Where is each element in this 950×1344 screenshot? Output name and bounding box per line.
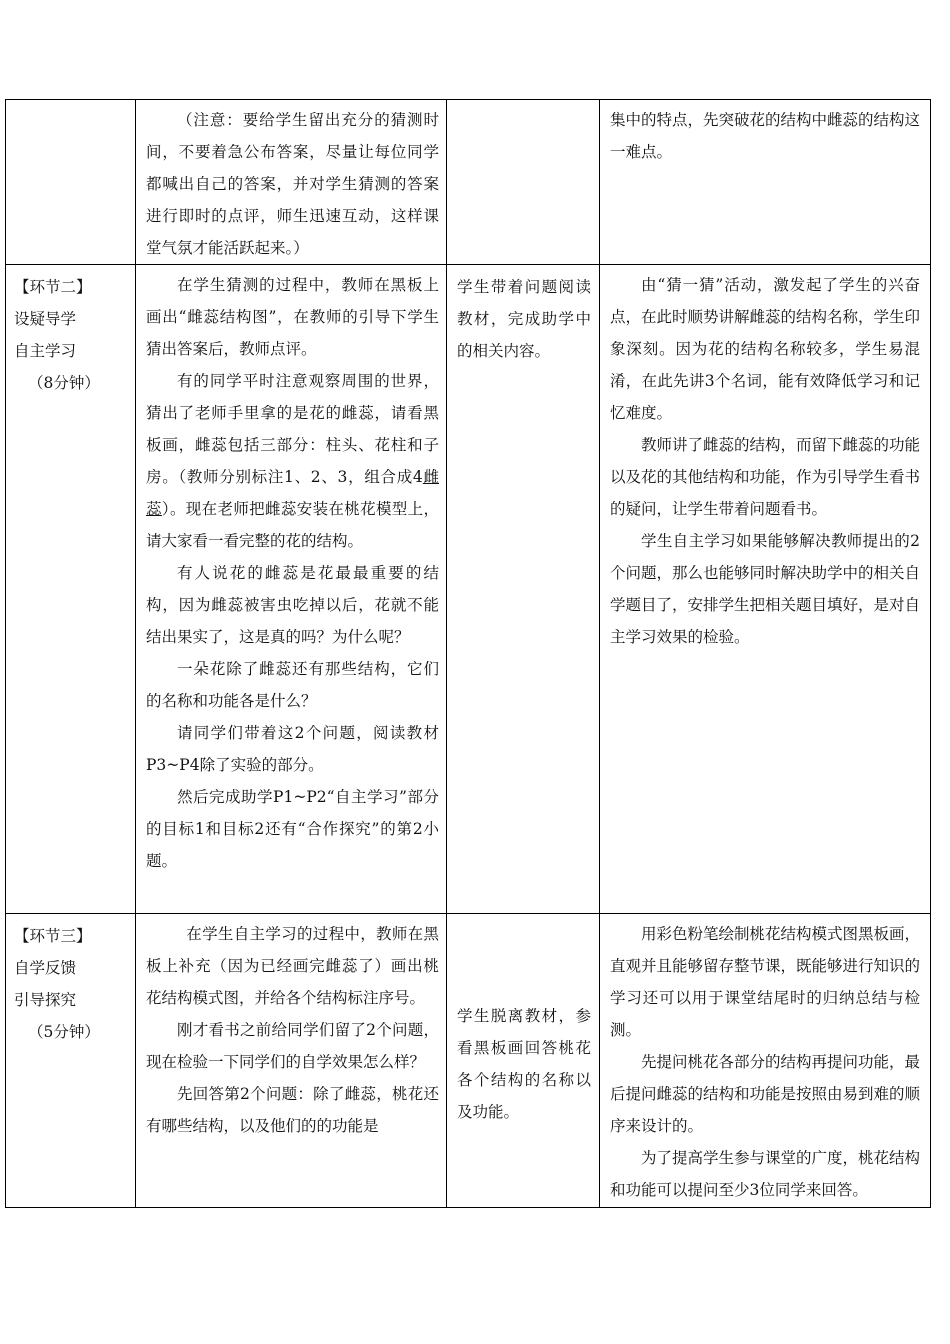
table-row <box>6 265 931 914</box>
intent-paragraph: 集中的特点，先突破花的结构中雌蕊的结构这一难点。 <box>610 111 921 161</box>
teacher-activity-cell <box>136 100 447 265</box>
student-activity-text: 学生带着问题阅读教材，完成助学中的相关内容。 <box>457 278 591 360</box>
intent-paragraph: 由“猜一猜”活动，激发起了学生的兴奋点，在此时顺势讲解雌蕊的结构名称，学生印象深刻。因为花的结构名称较多，学生易混淆，在此先讲3个名词，能有效降低学习和记忆难度。 <box>610 276 921 422</box>
table-row <box>6 100 931 265</box>
teacher-activity-cell <box>136 265 447 914</box>
table-row <box>6 914 931 1208</box>
stage-subtitle: 引导探究 <box>14 991 77 1009</box>
teacher-paragraph: 先回答第2个问题：除了雌蕊，桃花还有哪些结构，以及他们的的功能是 <box>146 1085 439 1135</box>
teacher-paragraph: 然后完成助学P1~P2“自主学习”部分的目标1和目标2还有“合作探究”的第2小题。 <box>146 788 439 870</box>
student-activity-cell <box>447 265 600 914</box>
underlined-term: 雌蕊 <box>146 468 439 518</box>
intent-paragraph: 用彩色粉笔绘制桃花结构模式图黑板画，直观并且能够留存整节课，既能够进行知识的学习还可以用于课堂结尾时的归纳总结与检测。 <box>610 925 921 1039</box>
student-activity-cell <box>447 100 600 265</box>
stage-duration: （5分钟） <box>28 1023 100 1041</box>
teacher-activity-cell <box>136 914 447 1208</box>
teacher-paragraph: 请同学们带着这2个问题，阅读教材P3~P4除了实验的部分。 <box>146 724 439 774</box>
stage-subtitle: 自主学习 <box>14 342 77 360</box>
teacher-paragraph: 刚才看书之前给同学们留了2个问题，现在检验一下同学们的自学效果怎么样？ <box>146 1021 439 1071</box>
cell-spacer <box>457 920 591 1000</box>
design-intent-cell <box>600 914 931 1208</box>
stage-duration: （8分钟） <box>28 374 100 392</box>
stage-subtitle: 设疑导学 <box>14 310 77 328</box>
student-activity-text: 学生脱离教材，参看黑板画回答桃花各个结构的名称以及功能。 <box>457 1007 591 1121</box>
teacher-paragraph: 在学生猜测的过程中，教师在黑板上画出“雌蕊结构图”，在教师的引导下学生猜出答案后，教师点评。 <box>146 276 439 358</box>
teacher-text: 有的同学平时注意观察周围的世界，猜出了老师手里拿的是花的雌蕊，请看黑板画，雌蕊包括三部分：柱头、花柱和子房。（教师分别标注1、2、3，组合成4 <box>146 372 439 486</box>
stage-cell <box>6 100 136 265</box>
intent-paragraph: 先提问桃花各部分的结构再提问功能，最后提问雌蕊的结构和功能是按照由易到难的顺序来设计的。 <box>610 1053 921 1135</box>
design-intent-cell <box>600 100 931 265</box>
stage-subtitle: 自学反馈 <box>14 959 77 977</box>
design-intent-cell <box>600 265 931 914</box>
stage-cell <box>6 265 136 914</box>
teacher-paragraph: （注意：要给学生留出充分的猜测时间，不要着急公布答案，尽量让每位同学都喊出自己的答案，并对学生猜测的答案进行即时的点评，师生迅速互动，这样课堂气氛才能活跃起来。） <box>146 111 439 257</box>
intent-paragraph: 为了提高学生参与课堂的广度，桃花结构和功能可以提问至少3位同学来回答。 <box>610 1149 921 1199</box>
student-activity-cell <box>447 914 600 1208</box>
teacher-paragraph <box>146 365 439 557</box>
stage-title: 【环节二】 <box>14 278 92 296</box>
intent-paragraph: 学生自主学习如果能够解决教师提出的2个问题，那么也能够同时解决助学中的相关自学题目了，安排学生把相关题目填好，是对自主学习效果的检验。 <box>610 532 921 646</box>
teacher-paragraph: 有人说花的雌蕊是花最最重要的结构，因为雌蕊被害虫吃掉以后，花就不能结出果实了，这是真的吗？为什么呢？ <box>146 564 439 646</box>
teacher-paragraph: 一朵花除了雌蕊还有那些结构，它们的名称和功能各是什么？ <box>146 660 439 710</box>
lesson-plan-table <box>5 99 931 1208</box>
teacher-paragraph: 在学生自主学习的过程中，教师在黑板上补充（因为已经画完雌蕊了）画出桃花结构模式图，并给各个结构标注序号。 <box>146 925 439 1007</box>
stage-cell <box>6 914 136 1208</box>
intent-paragraph: 教师讲了雌蕊的结构，而留下雌蕊的功能以及花的其他结构和功能，作为引导学生看书的疑问，让学生带着问题看书。 <box>610 436 921 518</box>
teacher-text: ）。现在老师把雌蕊安装在桃花模型上，请大家看一看完整的花的结构。 <box>146 500 439 550</box>
stage-title: 【环节三】 <box>14 927 92 945</box>
